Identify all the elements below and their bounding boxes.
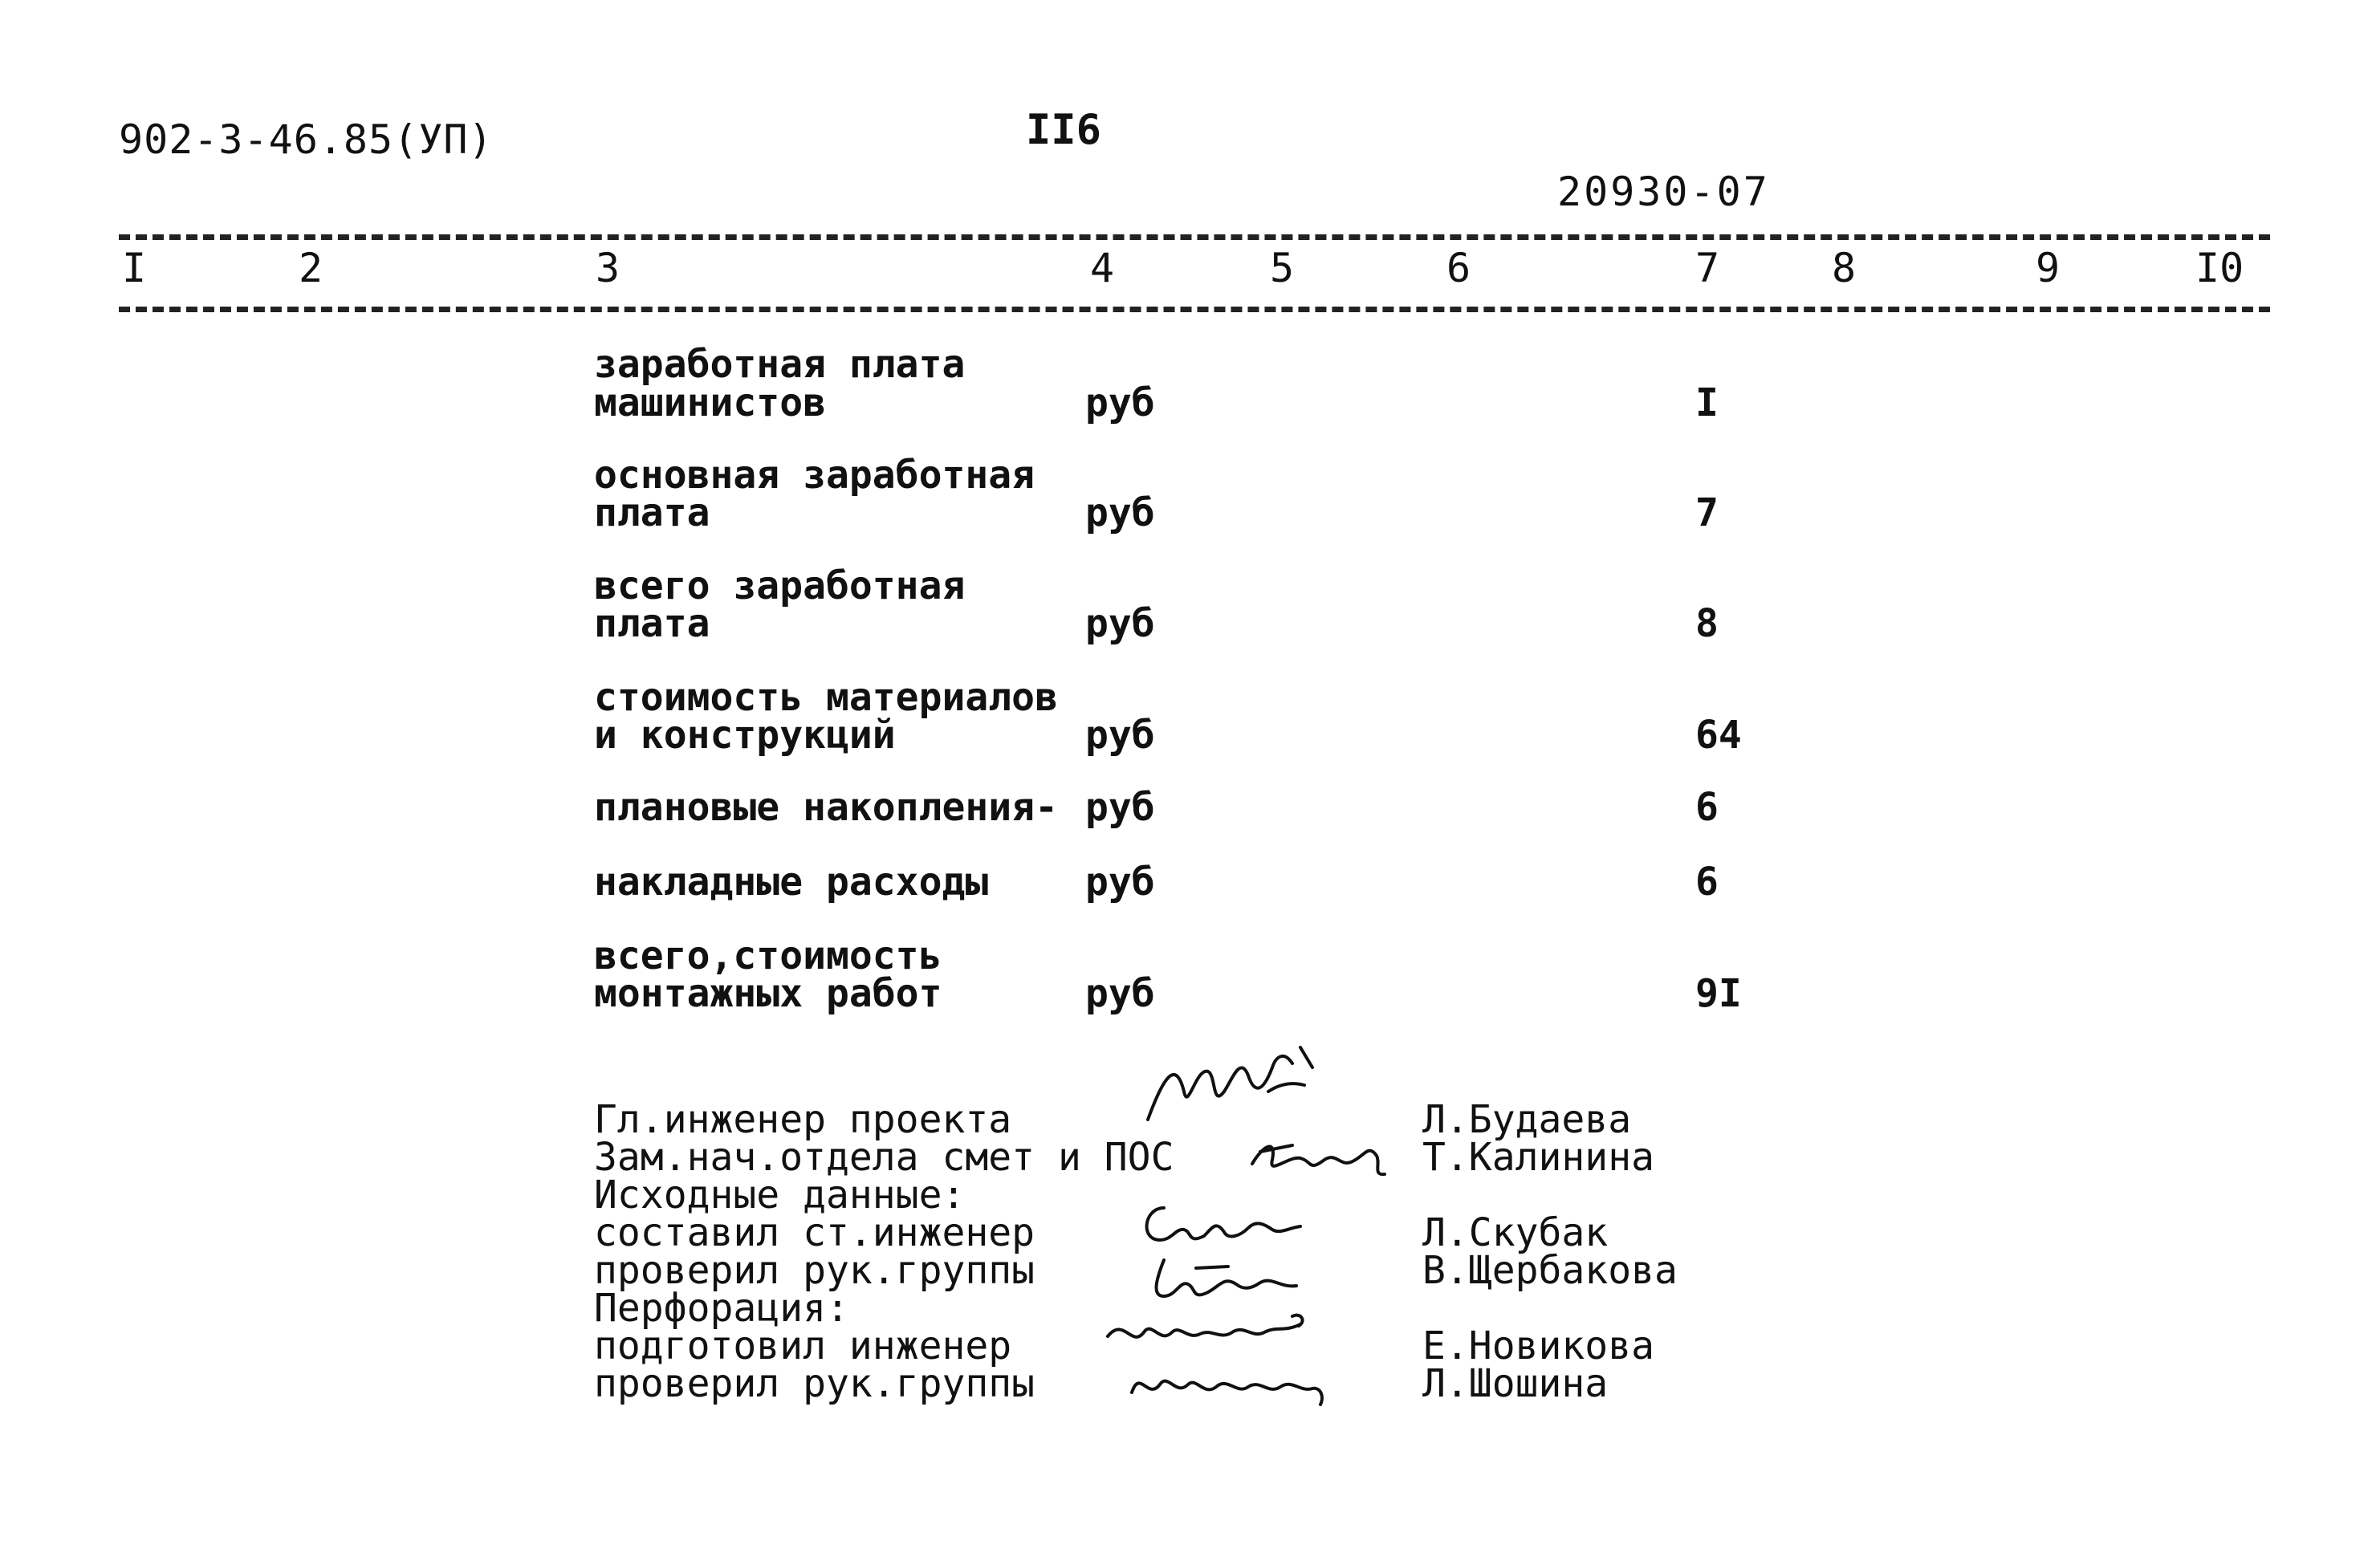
row-name-line: всего,стоимость xyxy=(594,933,942,978)
column-header-5: 5 xyxy=(1270,245,1295,291)
row-value: 7 xyxy=(1695,490,1719,535)
column-header-2: 2 xyxy=(299,245,323,291)
column-header-3: 3 xyxy=(596,245,620,291)
handwritten-signature-5 xyxy=(1100,1308,1324,1356)
document-code: 902-3-46.85(УП) xyxy=(119,116,494,163)
header-rule-bottom xyxy=(119,307,2270,312)
handwritten-signature-6 xyxy=(1120,1356,1336,1413)
signatory-name: Т.Калинина xyxy=(1422,1135,1654,1180)
column-header-9: 9 xyxy=(2036,245,2061,291)
column-header-10: I0 xyxy=(2195,245,2244,291)
row-value: 8 xyxy=(1695,601,1719,646)
column-header-8: 8 xyxy=(1832,245,1857,291)
page-number: II6 xyxy=(1026,106,1101,154)
handwritten-signature-1 xyxy=(1140,1043,1341,1140)
section-label: Исходные данные: xyxy=(594,1173,966,1218)
row-name-line: плата xyxy=(594,601,710,646)
row-name-line: монтажных работ xyxy=(594,971,942,1016)
row-name-line: стоимость материалов xyxy=(594,675,1058,720)
row-name-line: накладные расходы xyxy=(594,860,989,905)
row-value: I xyxy=(1695,380,1719,425)
signatory-name: Е.Новикова xyxy=(1422,1323,1654,1368)
signatory-name: Л.Скубак xyxy=(1422,1210,1609,1255)
column-header-7: 7 xyxy=(1695,245,1720,291)
row-unit: руб xyxy=(1085,785,1155,830)
handwritten-signature-2 xyxy=(1244,1128,1405,1184)
row-unit: руб xyxy=(1085,971,1155,1016)
handwritten-signature-3 xyxy=(1132,1196,1324,1252)
row-unit: руб xyxy=(1085,713,1155,758)
row-unit: руб xyxy=(1085,380,1155,425)
section-label: Перфорация: xyxy=(594,1286,849,1331)
signatory-role: Гл.инженер проекта xyxy=(594,1097,1012,1142)
row-unit: руб xyxy=(1085,490,1155,535)
row-name-line: заработная плата xyxy=(594,342,966,387)
signatory-role: проверил рук.группы xyxy=(594,1361,1035,1406)
sheet-code: 20930-07 xyxy=(1557,169,1770,215)
signatory-name: Л.Шошина xyxy=(1422,1361,1609,1406)
signatory-name: Л.Будаева xyxy=(1422,1097,1632,1142)
row-name-line: и конструкций xyxy=(594,713,896,758)
signatory-role: составил ст.инженер xyxy=(594,1210,1035,1255)
row-value: 9I xyxy=(1695,971,1742,1016)
signatory-role: проверил рук.группы xyxy=(594,1248,1035,1293)
row-value: 64 xyxy=(1695,713,1742,758)
row-unit: руб xyxy=(1085,860,1155,905)
row-value: 6 xyxy=(1695,860,1719,905)
row-value: 6 xyxy=(1695,785,1719,830)
row-name-line: плата xyxy=(594,490,710,535)
column-header-6: 6 xyxy=(1446,245,1471,291)
signatory-role: подготовил инженер xyxy=(594,1323,1012,1368)
handwritten-signature-4 xyxy=(1140,1252,1316,1308)
row-unit: руб xyxy=(1085,601,1155,646)
column-header-4: 4 xyxy=(1090,245,1115,291)
row-name-line: основная заработная xyxy=(594,453,1035,498)
row-name-line: всего заработная xyxy=(594,563,966,608)
signatory-name: В.Щербакова xyxy=(1422,1248,1678,1293)
row-name-line: плановые накопления- xyxy=(594,785,1058,830)
column-header-1: I xyxy=(122,245,147,291)
signatory-role: Зам.нач.отдела смет и ПОС xyxy=(594,1135,1174,1180)
header-rule-top xyxy=(119,234,2270,240)
row-name-line: машинистов xyxy=(594,380,826,425)
